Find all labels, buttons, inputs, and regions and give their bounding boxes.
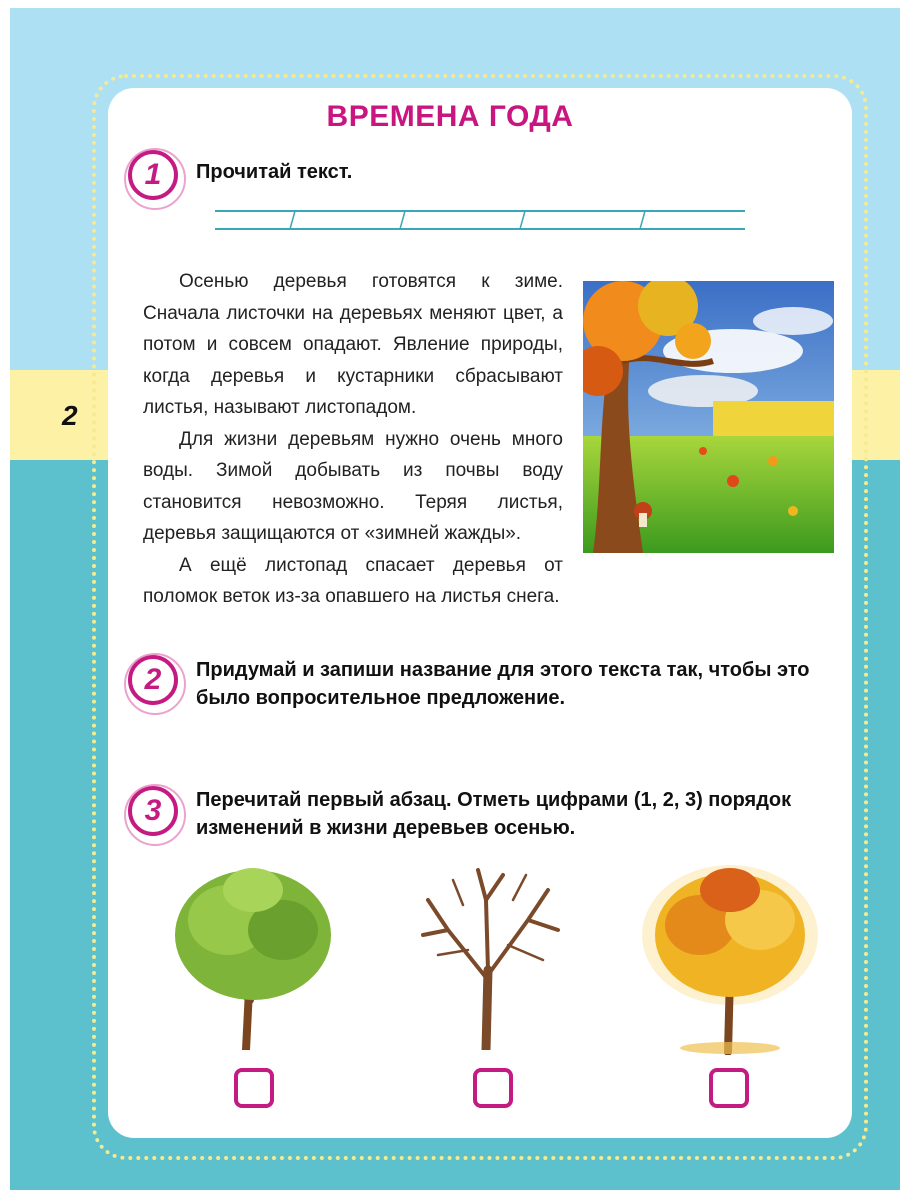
page-title: ВРЕМЕНА ГОДА xyxy=(326,100,574,133)
task-1-text: Прочитай текст. xyxy=(196,161,353,183)
task-2-text: Придумай и запиши название для этого текста так, чтобы это было вопросительное предложение. xyxy=(196,659,810,709)
task-1-badge: 1 xyxy=(128,150,178,200)
task-3-badge: 3 xyxy=(128,786,178,836)
yellow-tree-illustration xyxy=(640,860,820,1055)
order-checkbox-yellow-tree[interactable] xyxy=(709,1068,749,1108)
task-2-badge: 2 xyxy=(128,655,178,705)
paragraph-2: Для жизни деревьям нужно очень много воды. Зимой добывать из почвы воду становится невозможно. Теряя листья, деревья защищаются от «зимней жажды». xyxy=(143,428,563,544)
paragraph-3: А ещё листопад спасает деревья от поломок веток из-за опавшего на листья снега. xyxy=(143,554,563,607)
page-number: 2 xyxy=(62,400,78,431)
writing-lines[interactable] xyxy=(215,205,745,235)
autumn-landscape-illustration xyxy=(583,281,834,553)
green-tree-illustration xyxy=(168,860,338,1050)
order-checkbox-green-tree[interactable] xyxy=(234,1068,274,1108)
paragraph-1: Осенью деревья готовятся к зиме. Сначала листочки на деревьях меняют цвет, а потом и совсем опадают. Явление природы, когда деревья и кустарники сбрасывают листья, называют листопадом. xyxy=(143,271,563,418)
bare-tree-illustration xyxy=(408,860,568,1050)
task-3-text: Перечитай первый абзац. Отметь цифрами (1, 2, 3) порядок изменений в жизни деревьев осенью. xyxy=(196,789,792,839)
reading-text xyxy=(143,266,563,613)
order-checkbox-bare-tree[interactable] xyxy=(473,1068,513,1108)
